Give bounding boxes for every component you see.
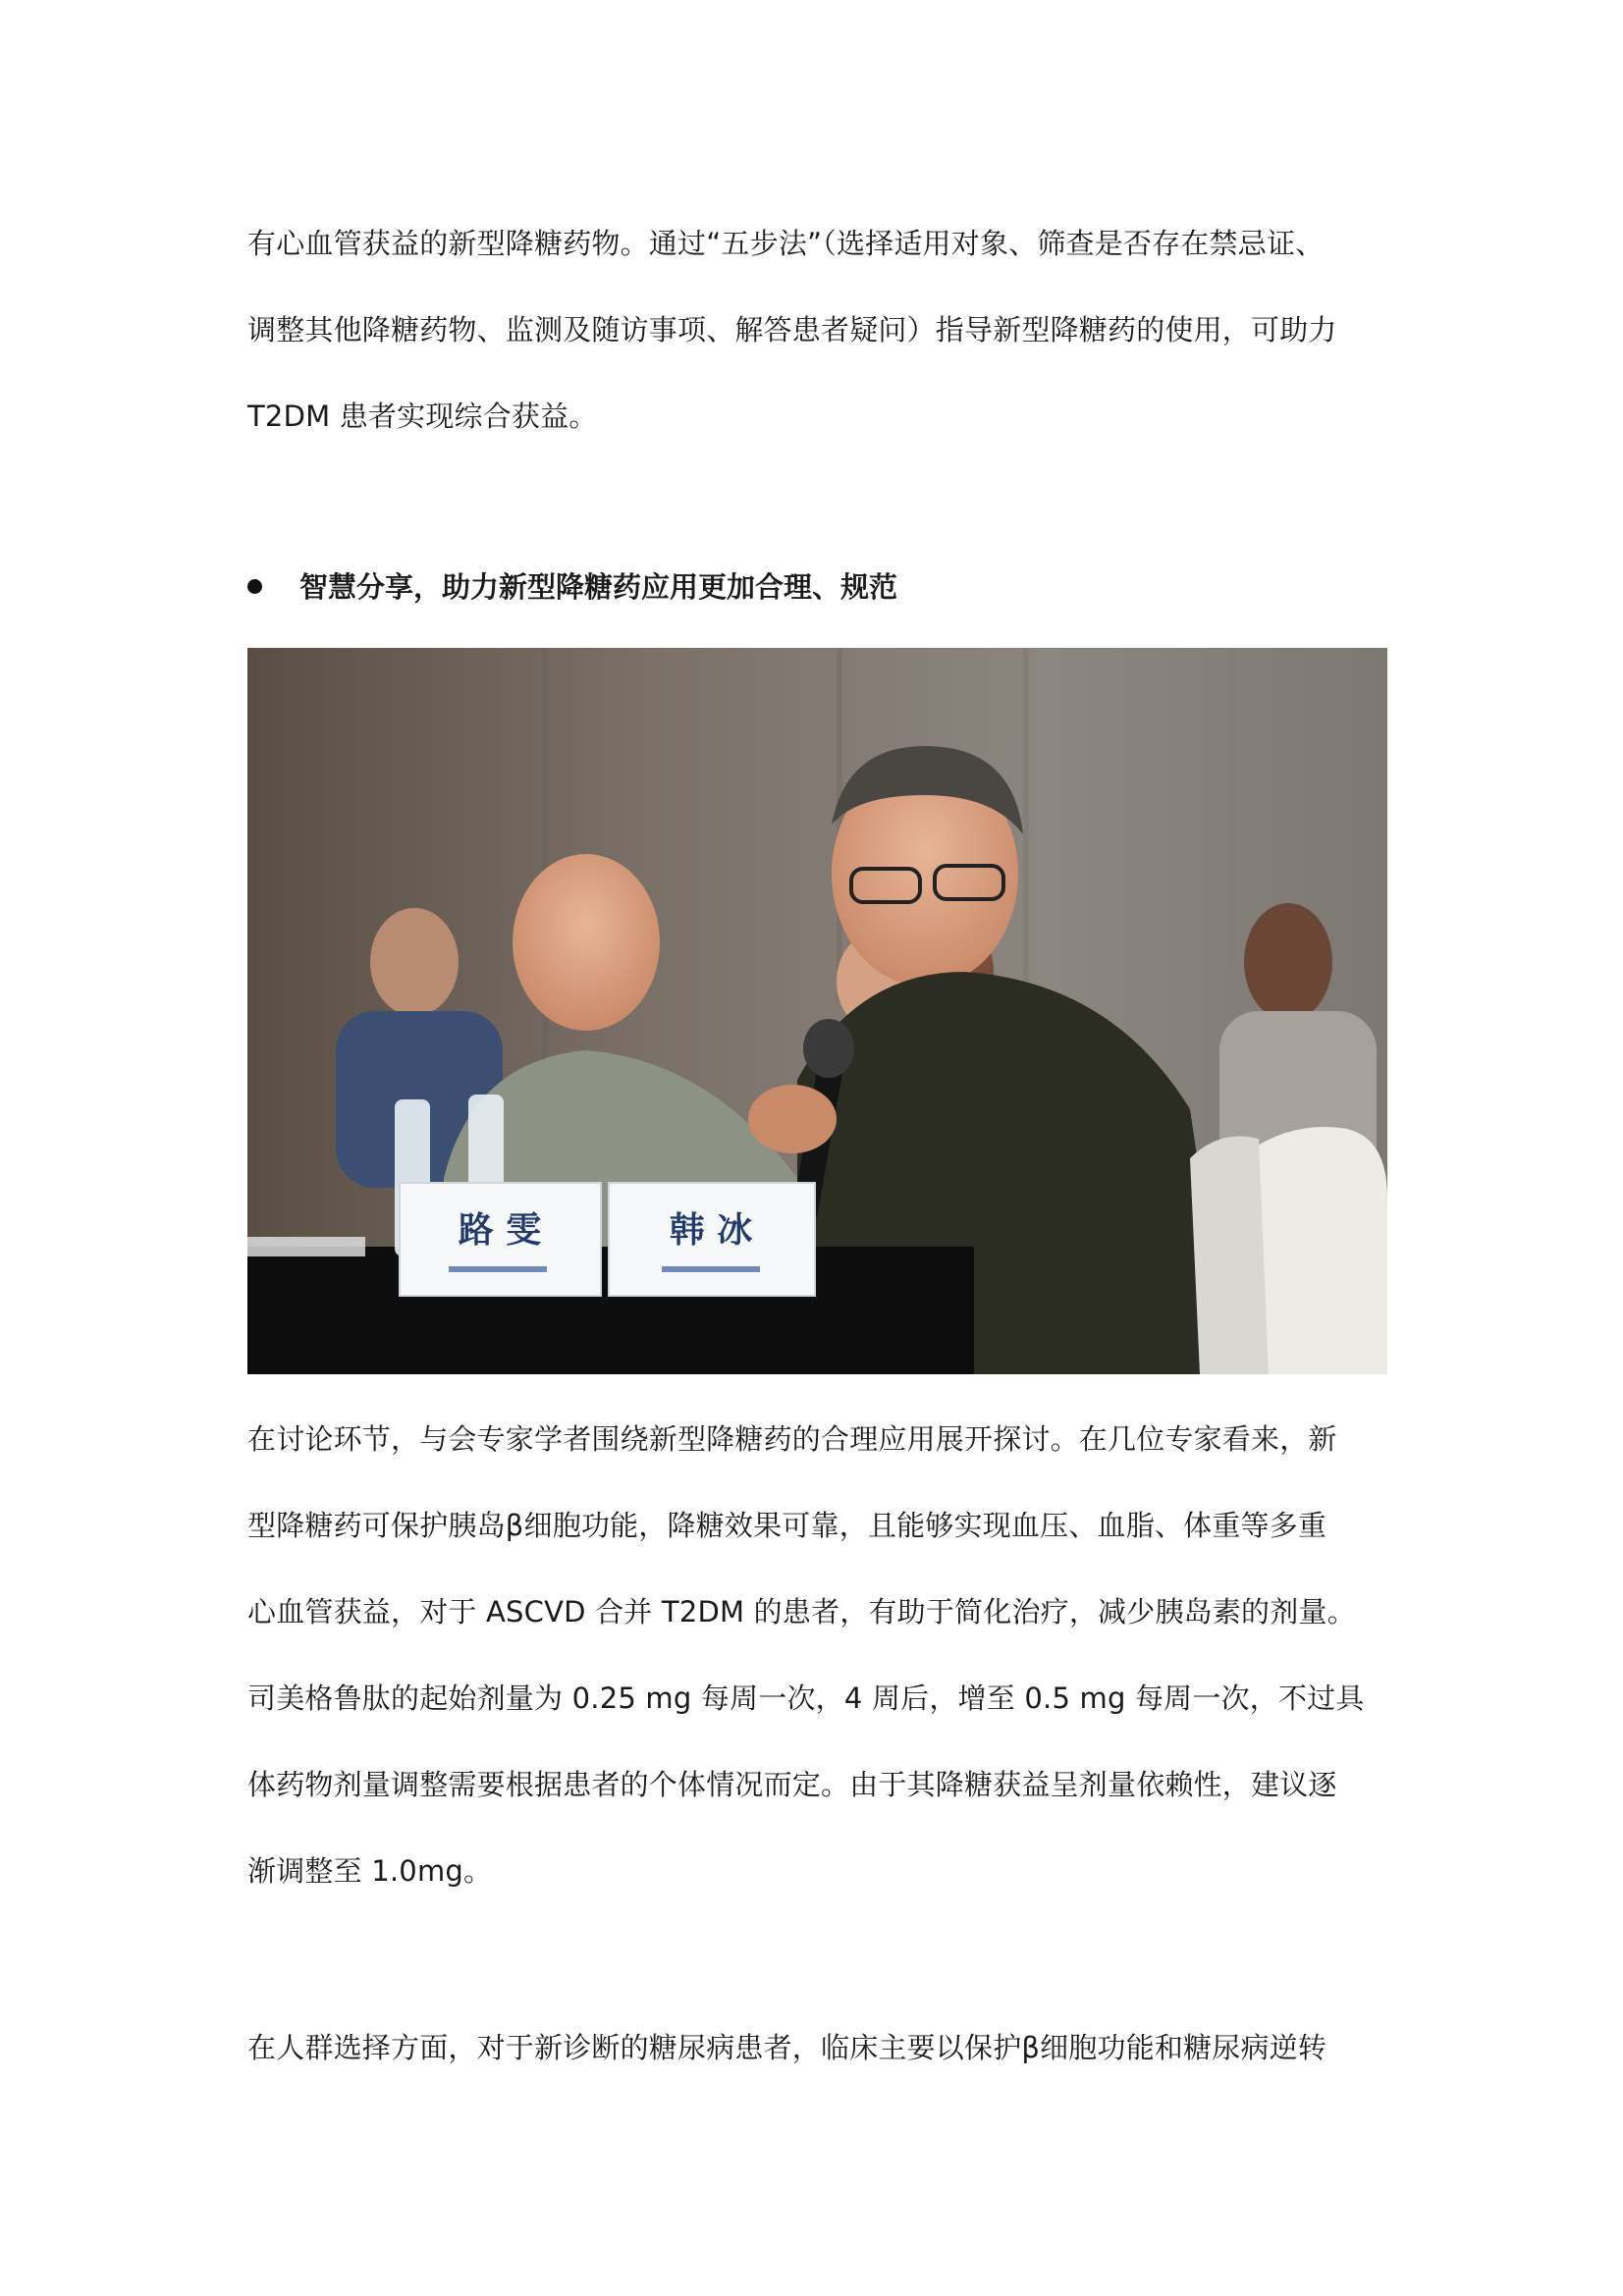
paragraph-line: 司美格鲁肽的起始剂量为 0.25 mg 每周一次，4 周后，增至 0.5 mg 每周一次，不过具: [247, 1682, 1365, 1715]
paragraph-line: 在讨论环节，与会专家学者围绕新型降糖药的合理应用展开探讨。在几位专家看来，新: [247, 1422, 1337, 1456]
paragraph-line: 调整其他降糖药物、监测及随访事项、解答患者疑问）指导新型降糖药的使用，可助力: [247, 313, 1337, 347]
section-heading: [247, 567, 897, 607]
name-card-right: [609, 1183, 815, 1296]
section-heading-text: 智慧分享，助力新型降糖药应用更加合理、规范: [299, 570, 898, 604]
paragraph-line: 渐调整至 1.0mg。: [247, 1854, 493, 1888]
name-card-label: 路 雯: [458, 1209, 542, 1251]
name-card-label: 韩 冰: [669, 1209, 753, 1251]
name-card-left: [400, 1183, 601, 1296]
paragraph-line: 型降糖药可保护胰岛β细胞功能，降糖效果可靠，且能够实现血压、血脂、体重等多重: [247, 1509, 1327, 1542]
paragraph-line: 心血管获益，对于 ASCVD 合并 T2DM 的患者，有助于简化治疗，减少胰岛素的剂量。: [247, 1595, 1356, 1629]
paragraph-line: T2DM 患者实现综合获益。: [247, 400, 598, 433]
paragraph-line: 有心血管获益的新型降糖药物。通过“五步法”（选择适用对象、筛查是否存在禁忌证、: [247, 227, 1325, 260]
paragraph-line: 在人群选择方面，对于新诊断的糖尿病患者，临床主要以保护β细胞功能和糖尿病逆转: [247, 2031, 1327, 2064]
conference-photo: [247, 648, 1387, 1374]
paragraph-line: 体药物剂量调整需要根据患者的个体情况而定。由于其降糖获益呈剂量依赖性，建议逐: [247, 1768, 1337, 1801]
bullet-icon: [247, 579, 262, 594]
